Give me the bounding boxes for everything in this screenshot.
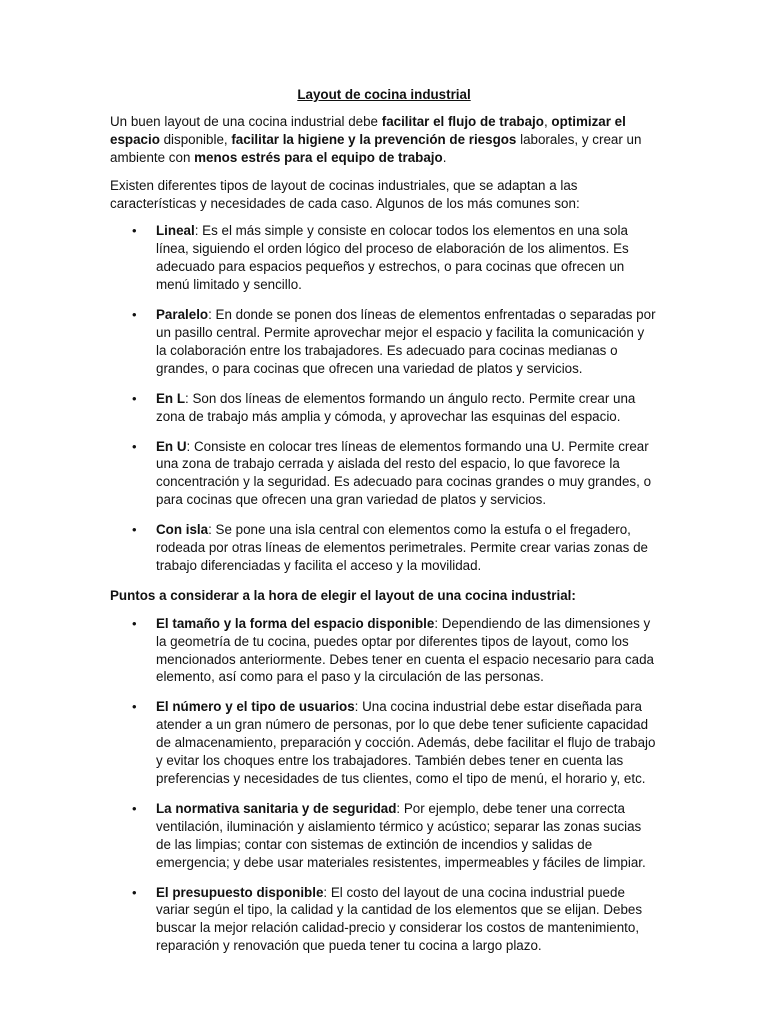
list-item-term: Con isla (156, 522, 209, 538)
list-item-term: Lineal (156, 223, 195, 239)
list-item-con-isla (132, 521, 658, 575)
list-item-lineal (132, 222, 658, 294)
bullet-icon: • (132, 223, 137, 239)
considerations-list (110, 615, 658, 955)
list-item-text: : Por ejemplo, debe tener una correcta ventilación, iluminación y aislamiento térmico y acústico; separar las zonas sucias de las limpias; contar con sistemas de extinción de incendios y salidas de emergencia; y debe usar materiales resistentes, impermeables y fáciles de limpiar. (156, 800, 646, 870)
bullet-icon: • (132, 800, 137, 816)
intro-text-2: , (543, 113, 552, 129)
bullet-icon: • (132, 615, 137, 631)
intro-bold-4: menos estrés para el equipo de trabajo (194, 149, 443, 165)
list-item-text: : Consiste en colocar tres líneas de elementos formando una U. Permite crear una zona de trabajo cerrada y aislada del resto del espacio, lo que favorece la concentración y la seguridad. Es adecuado para cocinas grandes o muy grandes, o para cocinas que ofrecen una gran variedad de platos y servicios. (156, 438, 652, 508)
intro-text-3: disponible, (159, 131, 232, 147)
list-item-text: : El costo del layout de una cocina industrial puede variar según el tipo, la calidad y la cantidad de los elementos que se elijan. Debes buscar la mejor relación calidad-precio y considerar los costos de mantenimiento, reparación y renovación que pueda tener tu cocina a largo plazo. (156, 884, 643, 954)
list-item-text: : Son dos líneas de elementos formando un ángulo recto. Permite crear una zona de trabajo más amplia y cómoda, y aprovechar las esquinas del espacio. (156, 390, 636, 424)
intro-bold-1: facilitar el flujo de trabajo (381, 113, 544, 129)
list-item-term: En U (156, 438, 187, 454)
bullet-icon: • (132, 390, 137, 406)
list-item-usuarios (132, 698, 658, 788)
types-intro-paragraph: Existen diferentes tipos de layout de cocinas industriales, que se adaptan a las características y necesidades de cada caso. Algunos de los más comunes son: (110, 177, 580, 211)
list-item-normativa (132, 800, 658, 872)
bullet-icon: • (132, 307, 137, 323)
list-item-term: El número y el tipo de usuarios (156, 699, 355, 715)
intro-text-4: laborales, y crear un ambiente con (110, 131, 642, 165)
list-item-en-l (132, 390, 658, 426)
list-item-term: La normativa sanitaria y de seguridad (156, 800, 397, 816)
considerations-heading: Puntos a considerar a la hora de elegir el layout de una cocina industrial: (110, 587, 576, 603)
list-item-term: El presupuesto disponible (156, 884, 324, 900)
list-item-text: : Dependiendo de las dimensiones y la geometría de tu cocina, puedes optar por diferentes tipos de layout, como los mencionados anteriormente. Debes tener en cuenta el espacio necesario para cada elemento, así como para el paso y la circulación de las personas. (156, 615, 654, 685)
list-item-term: El tamaño y la forma del espacio disponible (156, 615, 435, 631)
intro-paragraph (110, 113, 658, 167)
intro-text-1: Un buen layout de una cocina industrial debe (110, 113, 382, 129)
intro-bold-2: optimizar el espacio (110, 113, 626, 147)
bullet-icon: • (132, 522, 137, 538)
list-item-term: En L (156, 390, 186, 406)
list-item-espacio (132, 615, 658, 687)
intro-bold-3: facilitar la higiene y la prevención de riesgos (231, 131, 517, 147)
list-item-text: : En donde se ponen dos líneas de elementos enfrentadas o separadas por un pasillo central. Permite aprovechar mejor el espacio y facilita la comunicación y la colaboración entre los trabajadores. Es adecuado para cocinas medianas o grandes, o para cocinas que ofrecen una variedad de platos y servicios. (156, 307, 656, 376)
list-item-en-u (132, 438, 658, 510)
layout-types-list (110, 222, 658, 574)
list-item-text: : Se pone una isla central con elementos como la estufa o el fregadero, rodeada por otras líneas de elementos perimetrales. Permite crear varias zonas de trabajo diferenciadas y facilita el acceso y la movilidad. (156, 522, 648, 573)
bullet-icon: • (132, 884, 137, 900)
intro-text-5: . (442, 149, 447, 165)
list-item-term: Paralelo (156, 307, 209, 323)
list-item-text: : Una cocina industrial debe estar diseñada para atender a un gran número de personas, por lo que debe tener suficiente capacidad de almacenamiento, preparación y cocción. Además, debe facilitar el flujo de trabajo y evitar los choques entre los trabajadores. También debes tener en cuenta las preferencias y necesidades de tus clientes, como el tipo de menú, el horario y, etc. (156, 699, 656, 786)
list-item-text: : Es el más simple y consiste en colocar todos los elementos en una sola línea, siguiendo el orden lógico del proceso de elaboración de los alimentos. Es adecuado para espacios pequeños y estrechos, o para cocinas que ofrecen un menú limitado y sencillo. (156, 223, 629, 293)
list-item-presupuesto (132, 884, 658, 956)
document-title: Layout de cocina industrial (297, 87, 471, 102)
list-item-paralelo (132, 306, 658, 378)
bullet-icon: • (132, 438, 137, 454)
bullet-icon: • (132, 699, 137, 715)
